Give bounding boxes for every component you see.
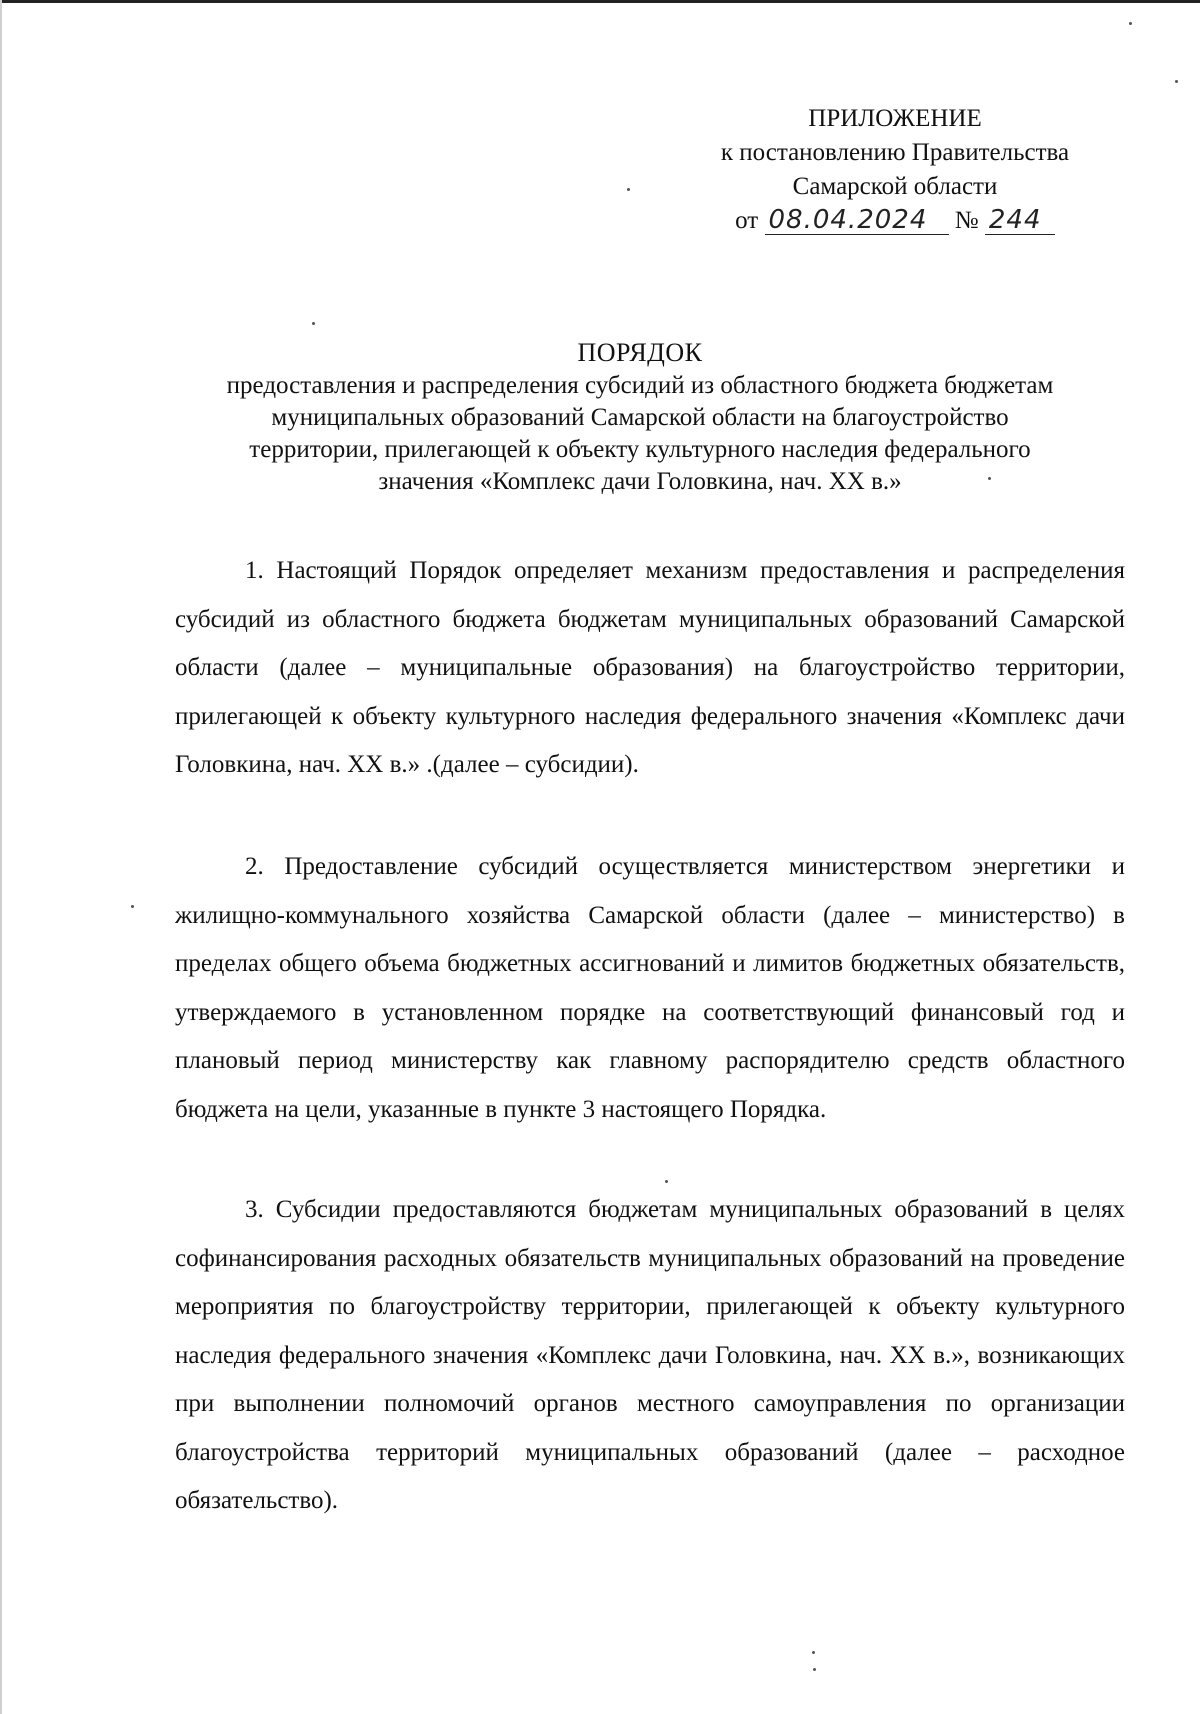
scan-speck bbox=[813, 1668, 816, 1671]
appendix-line-1: к постановлению Правительства bbox=[720, 139, 1070, 166]
paragraph-1: 1. Настоящий Порядок определяет механизм предоставления и распределения субсидий из областного бюджета бюджетам муниципальных образований Самарской области (далее – муниципальные образования) на благоустройство территории, прилегающей к объекту культурного наследия федерального значения «Комплекс дачи Головкина, нач. XX в.» .(далее – субсидии). bbox=[175, 557, 1125, 778]
document-title-block bbox=[160, 337, 1120, 498]
subtitle-line: предоставления и распределения субсидий из областного бюджета бюджетам bbox=[226, 372, 1054, 399]
scan-left-edge bbox=[0, 0, 2, 1714]
appendix-heading: ПРИЛОЖЕНИЕ bbox=[808, 105, 982, 132]
paragraph-2: 2. Предоставление субсидий осуществляется министерством энергетики и жилищно-коммунального хозяйства Самарской области (далее – министерство) в пределах общего объема бюджетных ассигнований и лимитов бюджетных обязательств, утверждаемого в установленном порядке на соответствующий финансовый год и плановый период министерству как главному распорядителю средств областного бюджета на цели, указанные в пункте 3 настоящего Порядка. bbox=[175, 853, 1125, 1123]
number-prefix: № bbox=[954, 207, 979, 234]
handwritten-date: 08.04.2024 bbox=[765, 206, 949, 235]
scan-speck bbox=[1129, 22, 1132, 25]
subtitle-line: значения «Комплекс дачи Головкина, нач. XX в.» bbox=[378, 468, 902, 495]
document-title: ПОРЯДОК bbox=[577, 338, 703, 367]
appendix-line-2: Самарской области bbox=[792, 173, 998, 200]
scan-speck bbox=[131, 905, 134, 908]
date-prefix: от bbox=[735, 207, 759, 234]
subtitle-line: муниципальных образований Самарской области на благоустройство bbox=[271, 404, 1009, 431]
subtitle-line: территории, прилегающей к объекту культурного наследия федерального bbox=[249, 436, 1031, 463]
handwritten-number: 244 bbox=[985, 206, 1055, 235]
scan-speck bbox=[1175, 80, 1178, 83]
paragraph-3: 3. Субсидии предоставляются бюджетам муниципальных образований в целях софинансирования расходных обязательств муниципальных образований на проведение мероприятия по благоустройству территории, прилегающей к объекту культурного наследия федерального значения «Комплекс дачи Головкина, нач. XX в.», возникающих при выполнении полномочий органов местного самоуправления по организации благоустройства территорий муниципальных образований (далее – расходное обязательство). bbox=[175, 1196, 1125, 1514]
appendix-date-line bbox=[640, 204, 1150, 238]
scan-speck bbox=[312, 322, 315, 325]
scan-speck bbox=[627, 188, 630, 191]
scan-speck bbox=[665, 1180, 668, 1183]
appendix-header bbox=[640, 102, 1150, 238]
scan-speck bbox=[812, 1651, 815, 1654]
scan-top-edge bbox=[0, 0, 1200, 3]
